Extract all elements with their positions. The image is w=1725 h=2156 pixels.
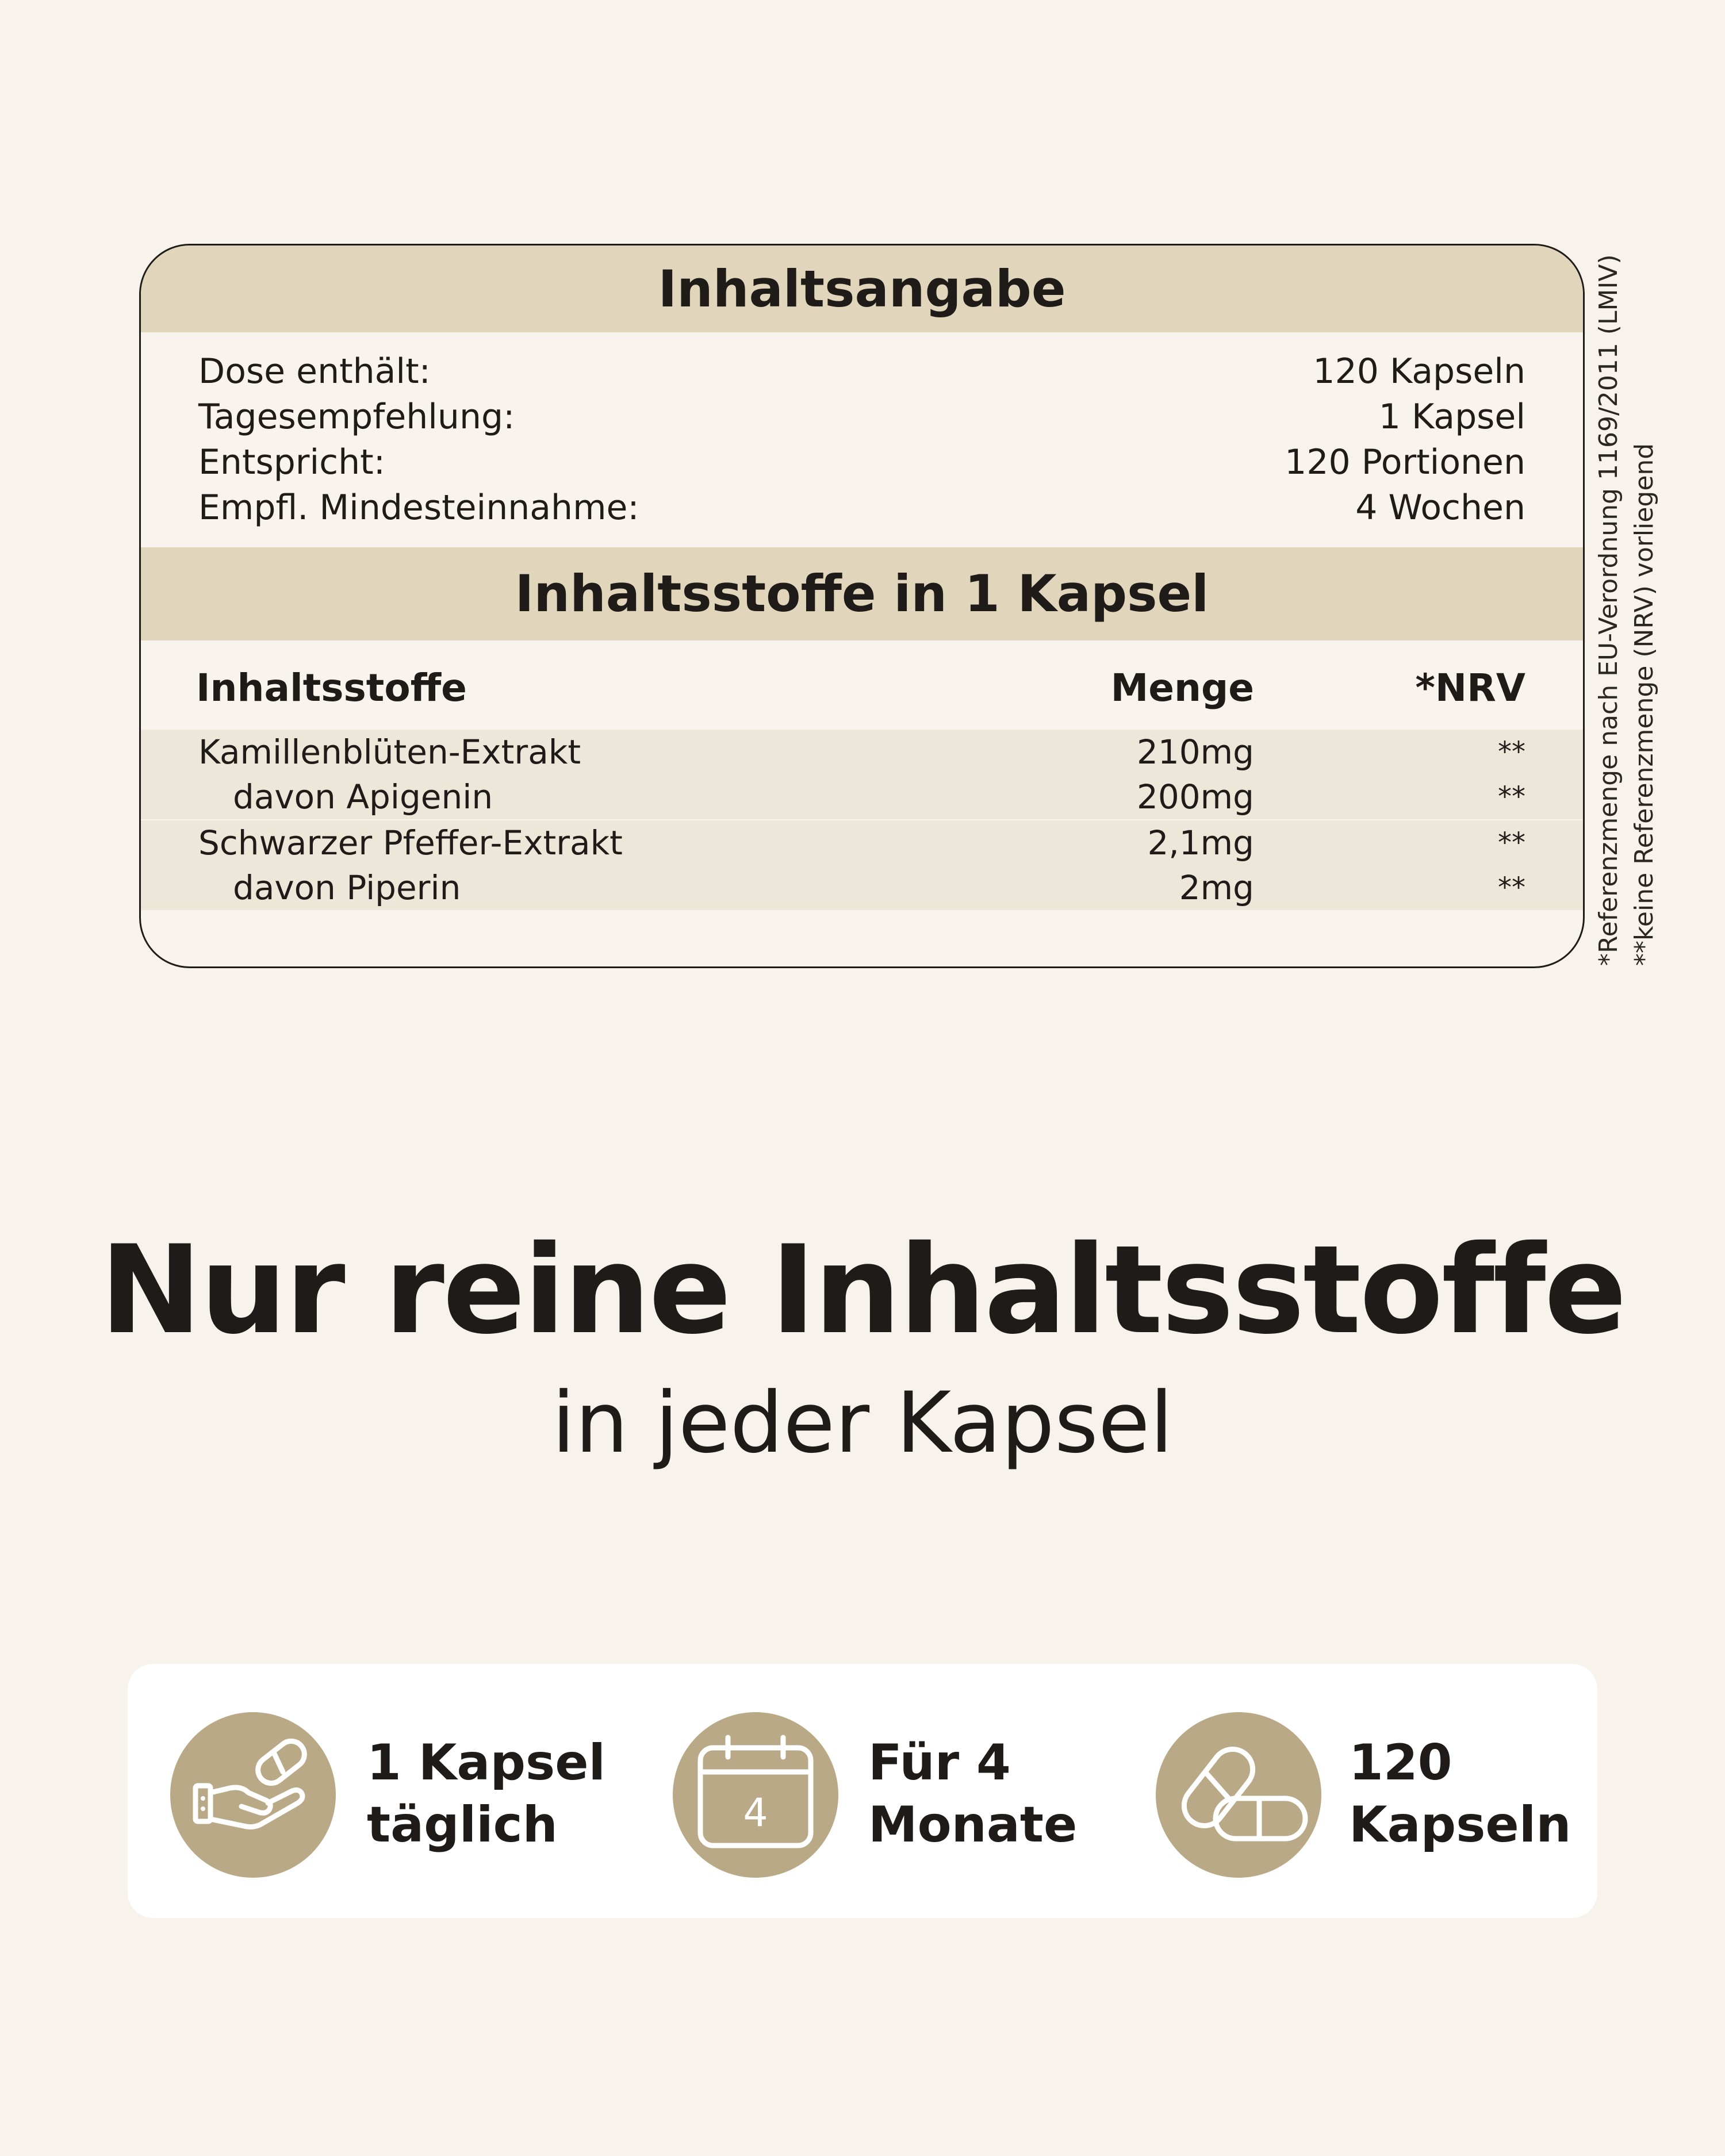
- headline: Nur reine Inhaltsstoffe: [99, 1219, 1626, 1361]
- feature-text: [367, 1732, 605, 1856]
- ingredient-nrv: **: [1498, 781, 1525, 813]
- contents-label: Tagesempfehlung:: [198, 397, 515, 437]
- ingredient-name: davon Piperin: [233, 868, 461, 907]
- ingredient-amount: 200mg: [1136, 777, 1254, 816]
- ingredient-row: [141, 774, 1583, 819]
- feature-line1: Für 4: [868, 1734, 1011, 1791]
- contents-row: [198, 485, 1525, 530]
- contents-label: Entspricht:: [198, 442, 385, 482]
- ingredient-nrv: **: [1498, 736, 1525, 768]
- feature-line1: 120: [1349, 1734, 1452, 1791]
- ingredient-name: Kamillenblüten-Extrakt: [198, 732, 581, 772]
- footnote-no-nrv: **keine Referenzmenge (NRV) vorliegend: [1630, 443, 1659, 966]
- contents-value: 1 Kapsel: [1378, 397, 1525, 437]
- contents-card: [139, 244, 1585, 968]
- contents-value: 4 Wochen: [1355, 488, 1525, 528]
- ingredient-name: davon Apigenin: [233, 777, 493, 816]
- footnotes: [1591, 254, 1662, 966]
- contents-value: 120 Portionen: [1285, 442, 1525, 482]
- contents-title: Inhaltsangabe: [141, 245, 1583, 332]
- header-ingredients: Inhaltsstoffe: [196, 666, 467, 710]
- feature-text: [868, 1732, 1077, 1856]
- ingredient-amount: 2mg: [1179, 868, 1254, 907]
- feature-line1: 1 Kapsel: [367, 1734, 606, 1791]
- ingredient-amount: 210mg: [1136, 732, 1254, 772]
- contents-value: 120 Kapseln: [1313, 351, 1525, 392]
- ingredient-row: [141, 865, 1583, 910]
- footnote-nrv: *Referenzmenge nach EU-Verordnung 1169/2011 (LMIV): [1594, 254, 1623, 966]
- contents-row: [198, 440, 1525, 485]
- feature-line2: Kapseln: [1349, 1796, 1571, 1854]
- ingredient-nrv: **: [1498, 872, 1525, 904]
- ingredient-row: [141, 820, 1583, 865]
- header-amount: Menge: [1110, 666, 1254, 710]
- contents-row: [198, 394, 1525, 439]
- ingredient-name: Schwarzer Pfeffer-Extrakt: [198, 823, 623, 862]
- calendar-icon: [673, 1712, 838, 1878]
- feature-text: [1349, 1732, 1571, 1856]
- subline: in jeder Kapsel: [551, 1374, 1174, 1472]
- feature-line2: Monate: [868, 1796, 1078, 1854]
- features-panel: [128, 1664, 1597, 1918]
- ingredient-nrv: **: [1498, 827, 1525, 859]
- contents-label: Empfl. Mindesteinnahme:: [198, 488, 639, 528]
- header-nrv: *NRV: [1415, 666, 1525, 710]
- feature-line2: täglich: [367, 1796, 558, 1854]
- ingredient-row: [141, 730, 1583, 774]
- calendar-number: 4: [743, 1790, 768, 1836]
- hand-capsule-icon: [170, 1712, 336, 1878]
- ingredients-title: Inhaltsstoffe in 1 Kapsel: [141, 547, 1583, 640]
- ingredient-amount: 2,1mg: [1147, 823, 1254, 862]
- contents-label: Dose enthält:: [198, 351, 431, 392]
- capsules-icon: [1156, 1712, 1321, 1878]
- contents-row: [198, 349, 1525, 394]
